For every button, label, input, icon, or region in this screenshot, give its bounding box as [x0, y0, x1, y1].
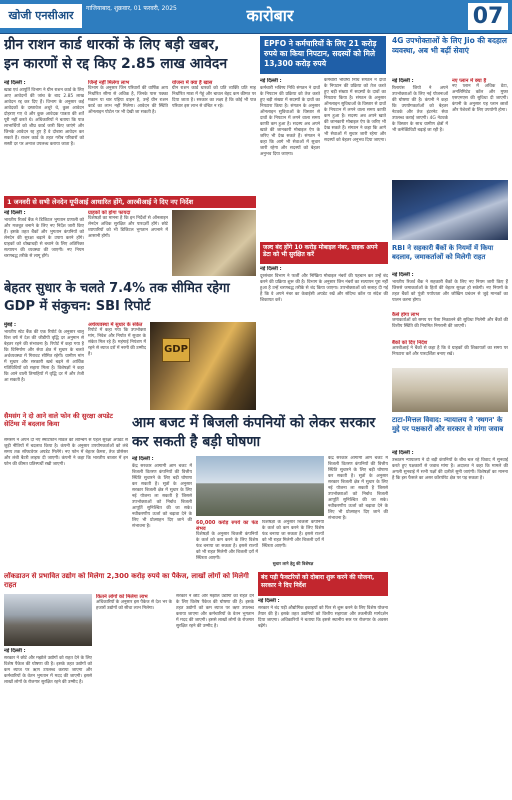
story8-sub2: बैंकों को दिए निर्देश: [392, 340, 428, 346]
story5-body: कर्मचारी भविष्य निधि संगठन ने दावों के निपटान की प्रक्रिया को तेज करते हुए बड़ी संख्या में सदस्यों के दावों का निपटारा किया है। संगठन के अनुसार ऑनलाइन सुविधाओं के विस्तार से दावों के निपटान में लगने वाला समय काफी कम हुआ है। सदस्य अब अपने खाते की जानकारी मोबाइल ऐप के जरिए भी देख सकते हैं। संगठन ने कहा कि आगे भी सेवाओं में सुधार जारी रहेगा और सदस्यों को बेहतर अनुभव दिया जाएगा।: [260, 86, 320, 157]
story7-byline: नई दिल्ली :: [260, 266, 282, 272]
story11-body: सरकार ने बंद पड़ी औद्योगिक इकाइयों को फिर से शुरू करने के लिए विशेष योजना तैयार की है। इसके तहत उद्यमियों को वित्तीय सहायता और तकनीकी मार्गदर्शन दिया जाएगा। अधिकारियों ने बताया कि इससे स्थानीय स्तर पर रोजगार के अवसर बढ़ेंगे।: [258, 606, 388, 629]
story8-body: भारतीय रिजर्व बैंक ने सहकारी बैंकों के लिए नए नियम जारी किए हैं जिससे जमाकर्ताओं के हितों की बेहतर सुरक्षा हो सकेगी। नए नियमों के तहत बैंकों को पूंजी पर्याप्तता और जोखिम प्रबंधन से जुड़े मानकों का पालन करना होगा।: [392, 280, 508, 303]
story10-headline-block: [4, 572, 254, 592]
paper-name: खोजी एनसीआर: [0, 4, 82, 28]
page-number: 07: [468, 3, 508, 30]
story2-col2: [88, 210, 168, 276]
story4-body: सैमसंग ने अपने दो नए स्मार्टफोन मॉडल की लॉन्चिंग से पहले सुरक्षा अपडेट से जुड़ी नीतियों में बदलाव किया है। कंपनी के अनुसार उपयोगकर्ताओं को लंबे समय तक सॉफ्टवेयर अपडेट मिलेंगे। नए फोन में बेहतर कैमरा, तेज प्रोसेसर और लंबी बैटरी लाइफ दी जाएगी। कंपनी ने कहा कि भारतीय बाजार में इन फोन की कीमत प्रतिस्पर्धी रखी जाएगी।: [4, 438, 128, 466]
story1-sub1: जिन्हें नहीं मिलेगा लाभ: [88, 80, 130, 86]
story9-col3: विशेषज्ञों के अनुसार बिजली कंपनियों के कर्ज को कम करने के लिए विशेष फंड बनाया जा सकता है। इससे राज्यों को भी राहत मिलेगी और बिजली दरों में स्थिरता आएगी।: [262, 520, 324, 549]
story9-caption: सुधार लाने हेतु की विशेषज्ञ: [272, 561, 314, 566]
story12-byline: नई दिल्ली :: [392, 450, 414, 456]
story6-byline: नई दिल्ली :: [392, 78, 414, 84]
story9-col2: [196, 520, 258, 568]
story9-col1: [132, 456, 192, 568]
story1-byline: नई दिल्ली :: [4, 80, 26, 86]
story3-headline-line1: बेहतर सुधार के चलते 7.4% तक सीमित रहेगा: [4, 281, 230, 296]
story1-body3: ग्रीन राशन कार्ड धारकों को प्रति व्यक्ति प्रति माह निर्धारित मात्रा में गेहूं और चावल बेहद कम कीमत पर दिया जाता है। सरकार का लक्ष्य है कि कोई भी पात्र परिवार इस लाभ से वंचित न रहे।: [172, 86, 256, 109]
story1-headline-block: [4, 36, 256, 78]
story2-photo: [172, 210, 256, 276]
story11-body-block: [258, 598, 388, 796]
story10-body2: अधिकारियों के अनुसार इस पैकेज से देश भर के हजारों उद्योगों को सीधा लाभ मिलेगा।: [96, 600, 172, 611]
story12-body-block: [392, 450, 508, 796]
story1-sub2: योजना में क्या है खास: [172, 80, 213, 86]
story3-photo: [150, 322, 256, 410]
story2-headline: 1 जनवरी से सभी लेनदेन यूपीआई आधारित होंगे, आरबीआई ने दिए नए निर्देश: [4, 196, 256, 208]
story5-headline: रुपये का किया निपटान, सदस्यों को मिले 13,300 करोड़ रुपये: [264, 49, 376, 68]
story10-col3: सरकार ने छोटे और मझोले उद्योगों को राहत देने के लिए विशेष पैकेज की घोषणा की है। इसके तहत उद्योगों को कम ब्याज पर ऋण उपलब्ध कराया जाएगा और कर्मचारियों के वेतन भुगतान में मदद की जाएगी। इससे लाखों लोगों के रोजगार सुरक्षित रहने की उम्मीद है।: [176, 594, 254, 629]
story8-headline: RBI ने सहकारी बैंकों के नियमों में किया बदलाव, जमाकर्ताओं को मिलेगी राहत: [392, 244, 494, 261]
story8-byline: नई दिल्ली :: [392, 272, 414, 278]
story5-col1: [260, 78, 320, 238]
story2-byline: नई दिल्ली :: [4, 210, 26, 216]
story1-headline-line2: इन कारणों से रद्द किए 2.85 लाख आवेदन: [4, 56, 228, 72]
story2-col1: [4, 210, 84, 276]
story12-body: उच्चतम न्यायालय ने दो बड़ी कंपनियों के बीच चल रहे विवाद में सुनवाई करते हुए पक्षकारों से जवाब मांगा है। अदालत ने कहा कि मामले की अगली सुनवाई में सभी पक्षों की दलीलें सुनी जाएंगी। विशेषज्ञों का मानना है कि इस फैसले का असर कॉरपोरेट क्षेत्र पर पड़ सकता है।: [392, 458, 508, 481]
story9-sub1: 60,000 करोड़ रुपये का फंड संभव: [196, 520, 258, 532]
story7-headline: जल्द बंद होंगे 10 करोड़ मोबाइल नंबर, ग्राहक अपने डेटा को भी सुरक्षित करें: [260, 242, 388, 264]
dateline: गाजियाबाद, शुक्रवार, 01 फरवरी, 2025: [86, 5, 177, 12]
story8-sub1: कैसे होगा लाभ: [392, 312, 419, 318]
story8-photo: [392, 368, 508, 412]
story9-photo: [196, 456, 324, 516]
story5-col2: कर्मचारी भविष्य निधि संगठन ने दावों के निपटान की प्रक्रिया को तेज करते हुए बड़ी संख्या में सदस्यों के दावों का निपटारा किया है। संगठन के अनुसार ऑनलाइन सुविधाओं के विस्तार से दावों के निपटान में लगने वाला समय काफी कम हुआ है। सदस्य अब अपने खाते की जानकारी मोबाइल ऐप के जरिए भी देख सकते हैं। संगठन ने कहा कि आगे भी सेवाओं में सुधार जारी रहेगा और सदस्यों को बेहतर अनुभव दिया जाएगा।: [324, 78, 386, 143]
story2-body2: विशेषज्ञों का मानना है कि इन निर्देशों से ऑनलाइन लेनदेन अधिक सुरक्षित और पारदर्शी होंगे। छोटे व्यापारियों को भी डिजिटल भुगतान अपनाने में आसानी होगी।: [88, 216, 168, 239]
story6-body: रिलायंस जियो ने अपने उपभोक्ताओं के लिए नई योजनाओं की घोषणा की है। कंपनी ने कहा कि उपयोगकर्ताओं को बेहतर नेटवर्क और तेज इंटरनेट सेवा उपलब्ध कराई जाएगी। 4G नेटवर्क के विस्तार के साथ ग्रामीण क्षेत्रों में भी कनेक्टिविटी बढ़ाई जा रही है।: [392, 86, 448, 133]
story3-col1: [4, 322, 84, 410]
story1-body: खाद्य एवं आपूर्ति विभाग ने ग्रीन राशन कार्ड के लिए आए आवेदनों की जांच के बाद 2.85 लाख आवेदन रद्द कर दिए हैं। विभाग के अनुसार कई आवेदकों के दस्तावेज अधूरे थे, कुछ आवेदन दोहराए गए थे और कुछ आवेदक पात्रता की शर्तें पूरी नहीं करते थे। अधिकारियों ने बताया कि पात्र लाभार्थियों को शीघ्र कार्ड जारी किए जाएंगे और जिनके आवेदन रद्द हुए हैं वे दोबारा आवेदन कर सकते हैं। राशन कार्ड के तहत गरीब परिवारों को सस्ती दर पर अनाज उपलब्ध कराया जाता है।: [4, 88, 84, 147]
story10-sub: कितने लोगों को मिलेगा लाभ: [96, 594, 148, 600]
story6-photo: [392, 180, 508, 240]
story6-headline: 4G उपभोक्ताओं के लिए Jio की बदहाल व्यवस्था, अब भी बढ़ीं सेवाएं: [392, 36, 507, 55]
story8-body2: जमाकर्ताओं को समय पर पैसा निकालने की सुविधा मिलेगी और बैंकों की वित्तीय स्थिति की नियमित निगरानी की जाएगी।: [392, 318, 508, 329]
story10-headline: लॉकडाउन से प्रभावित उद्योग को मिलेगा 2,300 करोड़ रुपये का पैकेज, लाखों लोगों को मिलेगी राहत: [4, 572, 249, 589]
story8-body-block: [392, 272, 508, 310]
story3-sub: अर्थव्यवस्था में सुधार के संकेत: [88, 322, 143, 328]
story6-col2: [452, 78, 508, 178]
story6-col1: [392, 78, 448, 178]
story11-headline: बंद पड़ी फैक्टरियों को दोबारा शुरू करने की योजना, सरकार ने दिए निर्देश: [258, 572, 388, 596]
story8-sub1-block: [392, 312, 508, 338]
story7-body-block: [260, 266, 388, 338]
story4-headline: सैमसंग ने दो आने वाले फोन की सुरक्षा अपडेट सेटिंग्स में बदलाव किया: [4, 412, 113, 428]
story3-byline: मुंबई :: [4, 322, 17, 328]
story10-photo: [4, 594, 92, 646]
story9-byline: नई दिल्ली :: [132, 456, 154, 462]
story10-col1: [4, 648, 92, 796]
gdp-block: GDP: [162, 338, 190, 362]
story3-body: भारतीय स्टेट बैंक की एक रिपोर्ट के अनुसार चालू वित्त वर्ष में देश की जीडीपी वृद्धि दर अनुमान से बेहतर रहने की संभावना है। रिपोर्ट में कहा गया है कि विनिर्माण और सेवा क्षेत्र में सुधार के चलते अर्थव्यवस्था में गिरावट सीमित रहेगी। ग्रामीण मांग में सुधार और सरकारी खर्च बढ़ने से आर्थिक गतिविधियों को सहारा मिला है। विशेषज्ञों ने कहा कि आने वाली तिमाहियों में वृद्धि दर में और तेजी आ सकती है।: [4, 330, 84, 383]
story2-body: भारतीय रिजर्व बैंक ने डिजिटल भुगतान प्रणाली को और मजबूत बनाने के लिए नए निर्देश जारी किए हैं। इसके तहत बैंकों और भुगतान कंपनियों को लेनदेन की सुरक्षा बढ़ाने के उपाय करने होंगे। ग्राहकों को धोखाधड़ी से बचाने के लिए अतिरिक्त सत्यापन की व्यवस्था की जाएगी। नए नियम चरणबद्ध तरीके से लागू होंगे।: [4, 218, 84, 259]
story9-headline-block: [132, 414, 388, 454]
story3-headline-line2: GDP में संकुचन: SBI रिपोर्ट: [4, 299, 151, 314]
story5-kicker: EPFO ने कर्मचारियों के लिए 21 करोड़: [264, 39, 377, 48]
story2-sub: ग्राहकों को होगा फायदा: [88, 210, 131, 216]
story10-body: सरकार ने छोटे और मझोले उद्योगों को राहत देने के लिए विशेष पैकेज की घोषणा की है। इसके तहत उद्योगों को कम ब्याज पर ऋण उपलब्ध कराया जाएगा और कर्मचारियों के वेतन भुगतान में मदद की जाएगी। इससे लाखों लोगों के रोजगार सुरक्षित रहने की उम्मीद है।: [4, 656, 92, 685]
story10-col2: [96, 594, 172, 796]
story9-body2: विशेषज्ञों के अनुसार बिजली कंपनियों के कर्ज को कम करने के लिए विशेष फंड बनाया जा सकता है। इससे राज्यों को भी राहत मिलेगी और बिजली दरों में स्थिरता आएगी।: [196, 532, 258, 561]
masthead: [0, 0, 512, 33]
story11-byline: नई दिल्ली :: [258, 598, 280, 604]
story5-headline-box: [260, 36, 386, 74]
story6-body2: नए प्लान में अधिक डेटा, अनलिमिटेड कॉल और मुफ्त एसएमएस की सुविधा दी जाएगी। कंपनी के अनुसार यह प्लान छात्रों और पेशेवरों के लिए उपयोगी होगा।: [452, 84, 508, 113]
story7-body: दूरसंचार विभाग ने फर्जी और निष्क्रिय मोबाइल नंबरों की पहचान कर उन्हें बंद करने की प्रक्रिया शुरू की है। विभाग के अनुसार जिन नंबरों का सत्यापन पूरा नहीं हुआ है उन्हें चरणबद्ध तरीके से बंद किया जाएगा। उपभोक्ताओं को सलाह दी गई है कि वे अपने नंबर का केवाईसी अपडेट रखें और संदिग्ध कॉल या संदेश की शिकायत करें।: [260, 274, 388, 303]
story9-headline: आम बजट में बिजली कंपनियों को लेकर सरकार कर सकती है बड़ी घोषणा: [132, 415, 376, 450]
story8-headline-block: [392, 244, 508, 270]
story1-headline-line1: ग्रीन राशन कार्ड धारकों के लिए बड़ी खबर,: [4, 37, 220, 53]
section-title: कारोबार: [246, 6, 294, 25]
story6-sub: नए प्लान में क्या है: [452, 78, 487, 84]
story9-col4: केंद्र सरकार आगामी आम बजट में बिजली वितरण कंपनियों की वित्तीय स्थिति सुधारने के लिए बड़ी घोषणा कर सकती है। सूत्रों के अनुसार सरकार बिजली क्षेत्र में सुधार के लिए नई योजना ला सकती है जिससे उपभोक्ताओं को निर्बाध बिजली आपूर्ति सुनिश्चित की जा सके। नवीकरणीय ऊर्जा को बढ़ावा देने के लिए भी प्रोत्साहन दिए जाने की संभावना है।: [328, 456, 388, 521]
story8-sub2-block: [392, 340, 508, 366]
story9-body: केंद्र सरकार आगामी आम बजट में बिजली वितरण कंपनियों की वित्तीय स्थिति सुधारने के लिए बड़ी घोषणा कर सकती है। सूत्रों के अनुसार सरकार बिजली क्षेत्र में सुधार के लिए नई योजना ला सकती है जिससे उपभोक्ताओं को निर्बाध बिजली आपूर्ति सुनिश्चित की जा सके। नवीकरणीय ऊर्जा को बढ़ावा देने के लिए भी प्रोत्साहन दिए जाने की संभावना है।: [132, 464, 192, 529]
story3-body2: रिपोर्ट में कहा गया कि उपभोक्ता मांग, निवेश और निर्यात में सुधार के संकेत मिल रहे हैं। महंगाई नियंत्रण में रहने से ब्याज दरों में नरमी की उम्मीद है।: [88, 328, 146, 357]
story3-col2: [88, 322, 146, 410]
story10-byline: नई दिल्ली :: [4, 648, 26, 654]
story5-byline: नई दिल्ली :: [260, 78, 282, 84]
story8-body3: आरबीआई ने बैंकों से कहा है कि वे ग्राहकों की शिकायतों का समय पर निपटारा करें और पारदर्शिता बनाए रखें।: [392, 346, 508, 357]
masthead-rule: [0, 33, 512, 34]
story1-body2: विभाग के अनुसार जिन परिवारों की वार्षिक आय निर्धारित सीमा से अधिक है, जिनके पास पक्का मकान या चार पहिया वाहन है, उन्हें ग्रीन राशन कार्ड का लाभ नहीं मिलेगा। आवेदन की स्थिति ऑनलाइन पोर्टल पर भी देखी जा सकती है।: [88, 86, 168, 115]
story3-headline-block: [4, 280, 256, 320]
story6-headline-block: [392, 36, 508, 76]
story12-headline: टाटा-मित्तल विवाद: न्यायालय ने 'स्थगन' के मुद्दे पर पक्षकारों और सरकार से मांगा जवाब: [392, 416, 504, 433]
story12-headline-block: [392, 416, 508, 448]
story4-headline-block: [4, 412, 128, 436]
